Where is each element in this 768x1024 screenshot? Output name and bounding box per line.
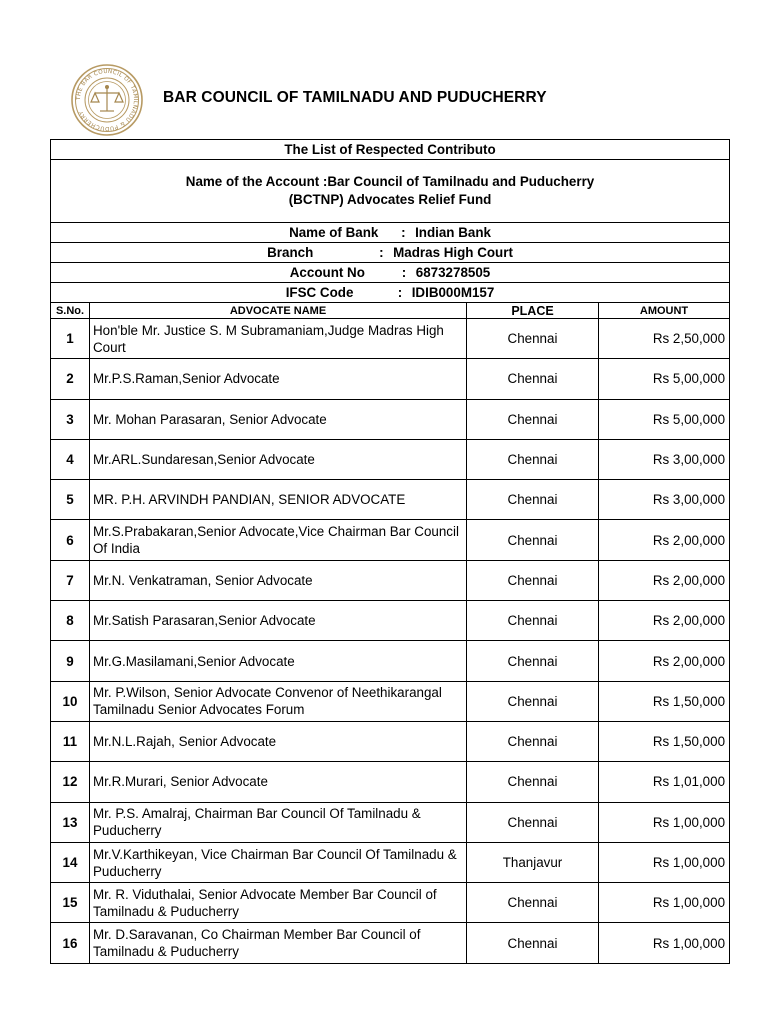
row-sno: 3 [51, 399, 90, 439]
table-row [51, 399, 730, 439]
row-amount: Rs 2,00,000 [599, 560, 730, 600]
row-sno: 1 [51, 319, 90, 359]
row-place: Chennai [467, 359, 599, 399]
row-amount: Rs 2,50,000 [599, 319, 730, 359]
row-sno: 12 [51, 762, 90, 802]
column-header-place: PLACE [467, 303, 599, 319]
contributors-table [50, 139, 730, 964]
account-number-row [51, 263, 730, 283]
page-header [0, 0, 768, 140]
table-row [51, 721, 730, 761]
table-row [51, 359, 730, 399]
row-sno: 5 [51, 480, 90, 520]
row-sno: 4 [51, 439, 90, 479]
ifsc-value: IDIB000M157 [411, 285, 495, 300]
row-sno: 9 [51, 641, 90, 681]
row-sno: 10 [51, 681, 90, 721]
ifsc-row [51, 283, 730, 303]
table-row [51, 842, 730, 882]
row-place: Chennai [467, 439, 599, 479]
account-name-line-1: Name of the Account :Bar Council of Tamilnadu and Puducherry [185, 174, 595, 189]
bar-council-seal-logo [60, 63, 154, 137]
table-row [51, 923, 730, 963]
row-sno: 7 [51, 560, 90, 600]
svg-text:THE BAR COUNCIL OF TAMILNADU &: THE BAR COUNCIL OF TAMILNADU & PUDUCHERRY [75, 68, 139, 132]
row-place: Chennai [467, 681, 599, 721]
table-row [51, 480, 730, 520]
row-advocate-name: Mr.N.L.Rajah, Senior Advocate [90, 721, 467, 761]
organization-title: BAR COUNCIL OF TAMILNADU AND PUDUCHERRY [163, 89, 547, 106]
separator: : [379, 245, 384, 260]
separator: : [397, 285, 403, 300]
row-sno: 6 [51, 520, 90, 560]
table-row [51, 439, 730, 479]
column-header-name: ADVOCATE NAME [90, 303, 467, 319]
row-amount: Rs 1,00,000 [599, 923, 730, 963]
branch-value: Madras High Court [393, 245, 513, 260]
row-sno: 14 [51, 842, 90, 882]
row-sno: 11 [51, 721, 90, 761]
table-row [51, 560, 730, 600]
row-advocate-name: MR. P.H. ARVINDH PANDIAN, SENIOR ADVOCATE [90, 480, 467, 520]
row-amount: Rs 3,00,000 [599, 480, 730, 520]
row-sno: 16 [51, 923, 90, 963]
table-row [51, 641, 730, 681]
table-row [51, 601, 730, 641]
row-amount: Rs 1,50,000 [599, 721, 730, 761]
row-amount: Rs 2,00,000 [599, 641, 730, 681]
row-sno: 2 [51, 359, 90, 399]
row-advocate-name: Mr.V.Karthikeyan, Vice Chairman Bar Council Of Tamilnadu & Puducherry [90, 842, 467, 882]
row-place: Chennai [467, 319, 599, 359]
bank-name-value: Indian Bank [415, 225, 491, 240]
account-number-label: Account No [289, 265, 365, 280]
row-place: Chennai [467, 923, 599, 963]
row-place: Thanjavur [467, 842, 599, 882]
row-amount: Rs 2,00,000 [599, 601, 730, 641]
row-place: Chennai [467, 601, 599, 641]
bank-name-label: Name of Bank [289, 225, 379, 240]
table-row [51, 883, 730, 923]
table-row [51, 520, 730, 560]
row-amount: Rs 3,00,000 [599, 439, 730, 479]
ifsc-label: IFSC Code [285, 285, 354, 300]
table-title: The List of Respected Contributo [51, 140, 730, 160]
row-place: Chennai [467, 883, 599, 923]
row-amount: Rs 1,00,000 [599, 802, 730, 842]
column-header-row [51, 303, 730, 319]
row-advocate-name: Mr.P.S.Raman,Senior Advocate [90, 359, 467, 399]
column-header-amount: AMOUNT [599, 303, 730, 319]
branch-label: Branch [267, 245, 314, 260]
column-header-sno: S.No. [51, 303, 90, 319]
row-advocate-name: Mr.S.Prabakaran,Senior Advocate,Vice Chairman Bar Council Of India [90, 520, 467, 560]
row-advocate-name: Mr.N. Venkatraman, Senior Advocate [90, 560, 467, 600]
branch-row [51, 243, 730, 263]
row-amount: Rs 2,00,000 [599, 520, 730, 560]
row-advocate-name: Mr.R.Murari, Senior Advocate [90, 762, 467, 802]
row-advocate-name: Mr.G.Masilamani,Senior Advocate [90, 641, 467, 681]
bank-name-row [51, 223, 730, 243]
row-advocate-name: Mr. R. Viduthalai, Senior Advocate Member Bar Council of Tamilnadu & Puducherry [90, 883, 467, 923]
separator: : [401, 265, 407, 280]
row-place: Chennai [467, 802, 599, 842]
row-place: Chennai [467, 560, 599, 600]
row-place: Chennai [467, 762, 599, 802]
row-advocate-name: Mr. P.Wilson, Senior Advocate Convenor of Neethikarangal Tamilnadu Senior Advocates Forum [90, 681, 467, 721]
row-amount: Rs 1,00,000 [599, 883, 730, 923]
table-row [51, 762, 730, 802]
row-advocate-name: Mr.ARL.Sundaresan,Senior Advocate [90, 439, 467, 479]
separator: : [401, 225, 406, 240]
row-amount: Rs 5,00,000 [599, 399, 730, 439]
table-row [51, 681, 730, 721]
contributor-rows [51, 319, 730, 964]
account-number-value: 6873278505 [415, 265, 491, 280]
row-advocate-name: Mr. Mohan Parasaran, Senior Advocate [90, 399, 467, 439]
row-amount: Rs 5,00,000 [599, 359, 730, 399]
row-place: Chennai [467, 641, 599, 681]
row-amount: Rs 1,00,000 [599, 842, 730, 882]
row-place: Chennai [467, 520, 599, 560]
row-place: Chennai [467, 480, 599, 520]
table-row [51, 802, 730, 842]
row-amount: Rs 1,01,000 [599, 762, 730, 802]
row-sno: 13 [51, 802, 90, 842]
row-place: Chennai [467, 399, 599, 439]
row-advocate-name: Mr. P.S. Amalraj, Chairman Bar Council Of Tamilnadu & Puducherry [90, 802, 467, 842]
table-row [51, 319, 730, 359]
account-name-cell [51, 160, 730, 223]
row-sno: 8 [51, 601, 90, 641]
row-place: Chennai [467, 721, 599, 761]
row-amount: Rs 1,50,000 [599, 681, 730, 721]
row-advocate-name: Mr. D.Saravanan, Co Chairman Member Bar Council of Tamilnadu & Puducherry [90, 923, 467, 963]
account-name-line-2: (BCTNP) Advocates Relief Fund [288, 192, 492, 207]
row-advocate-name: Mr.Satish Parasaran,Senior Advocate [90, 601, 467, 641]
row-sno: 15 [51, 883, 90, 923]
row-advocate-name: Hon'ble Mr. Justice S. M Subramaniam,Judge Madras High Court [90, 319, 467, 359]
